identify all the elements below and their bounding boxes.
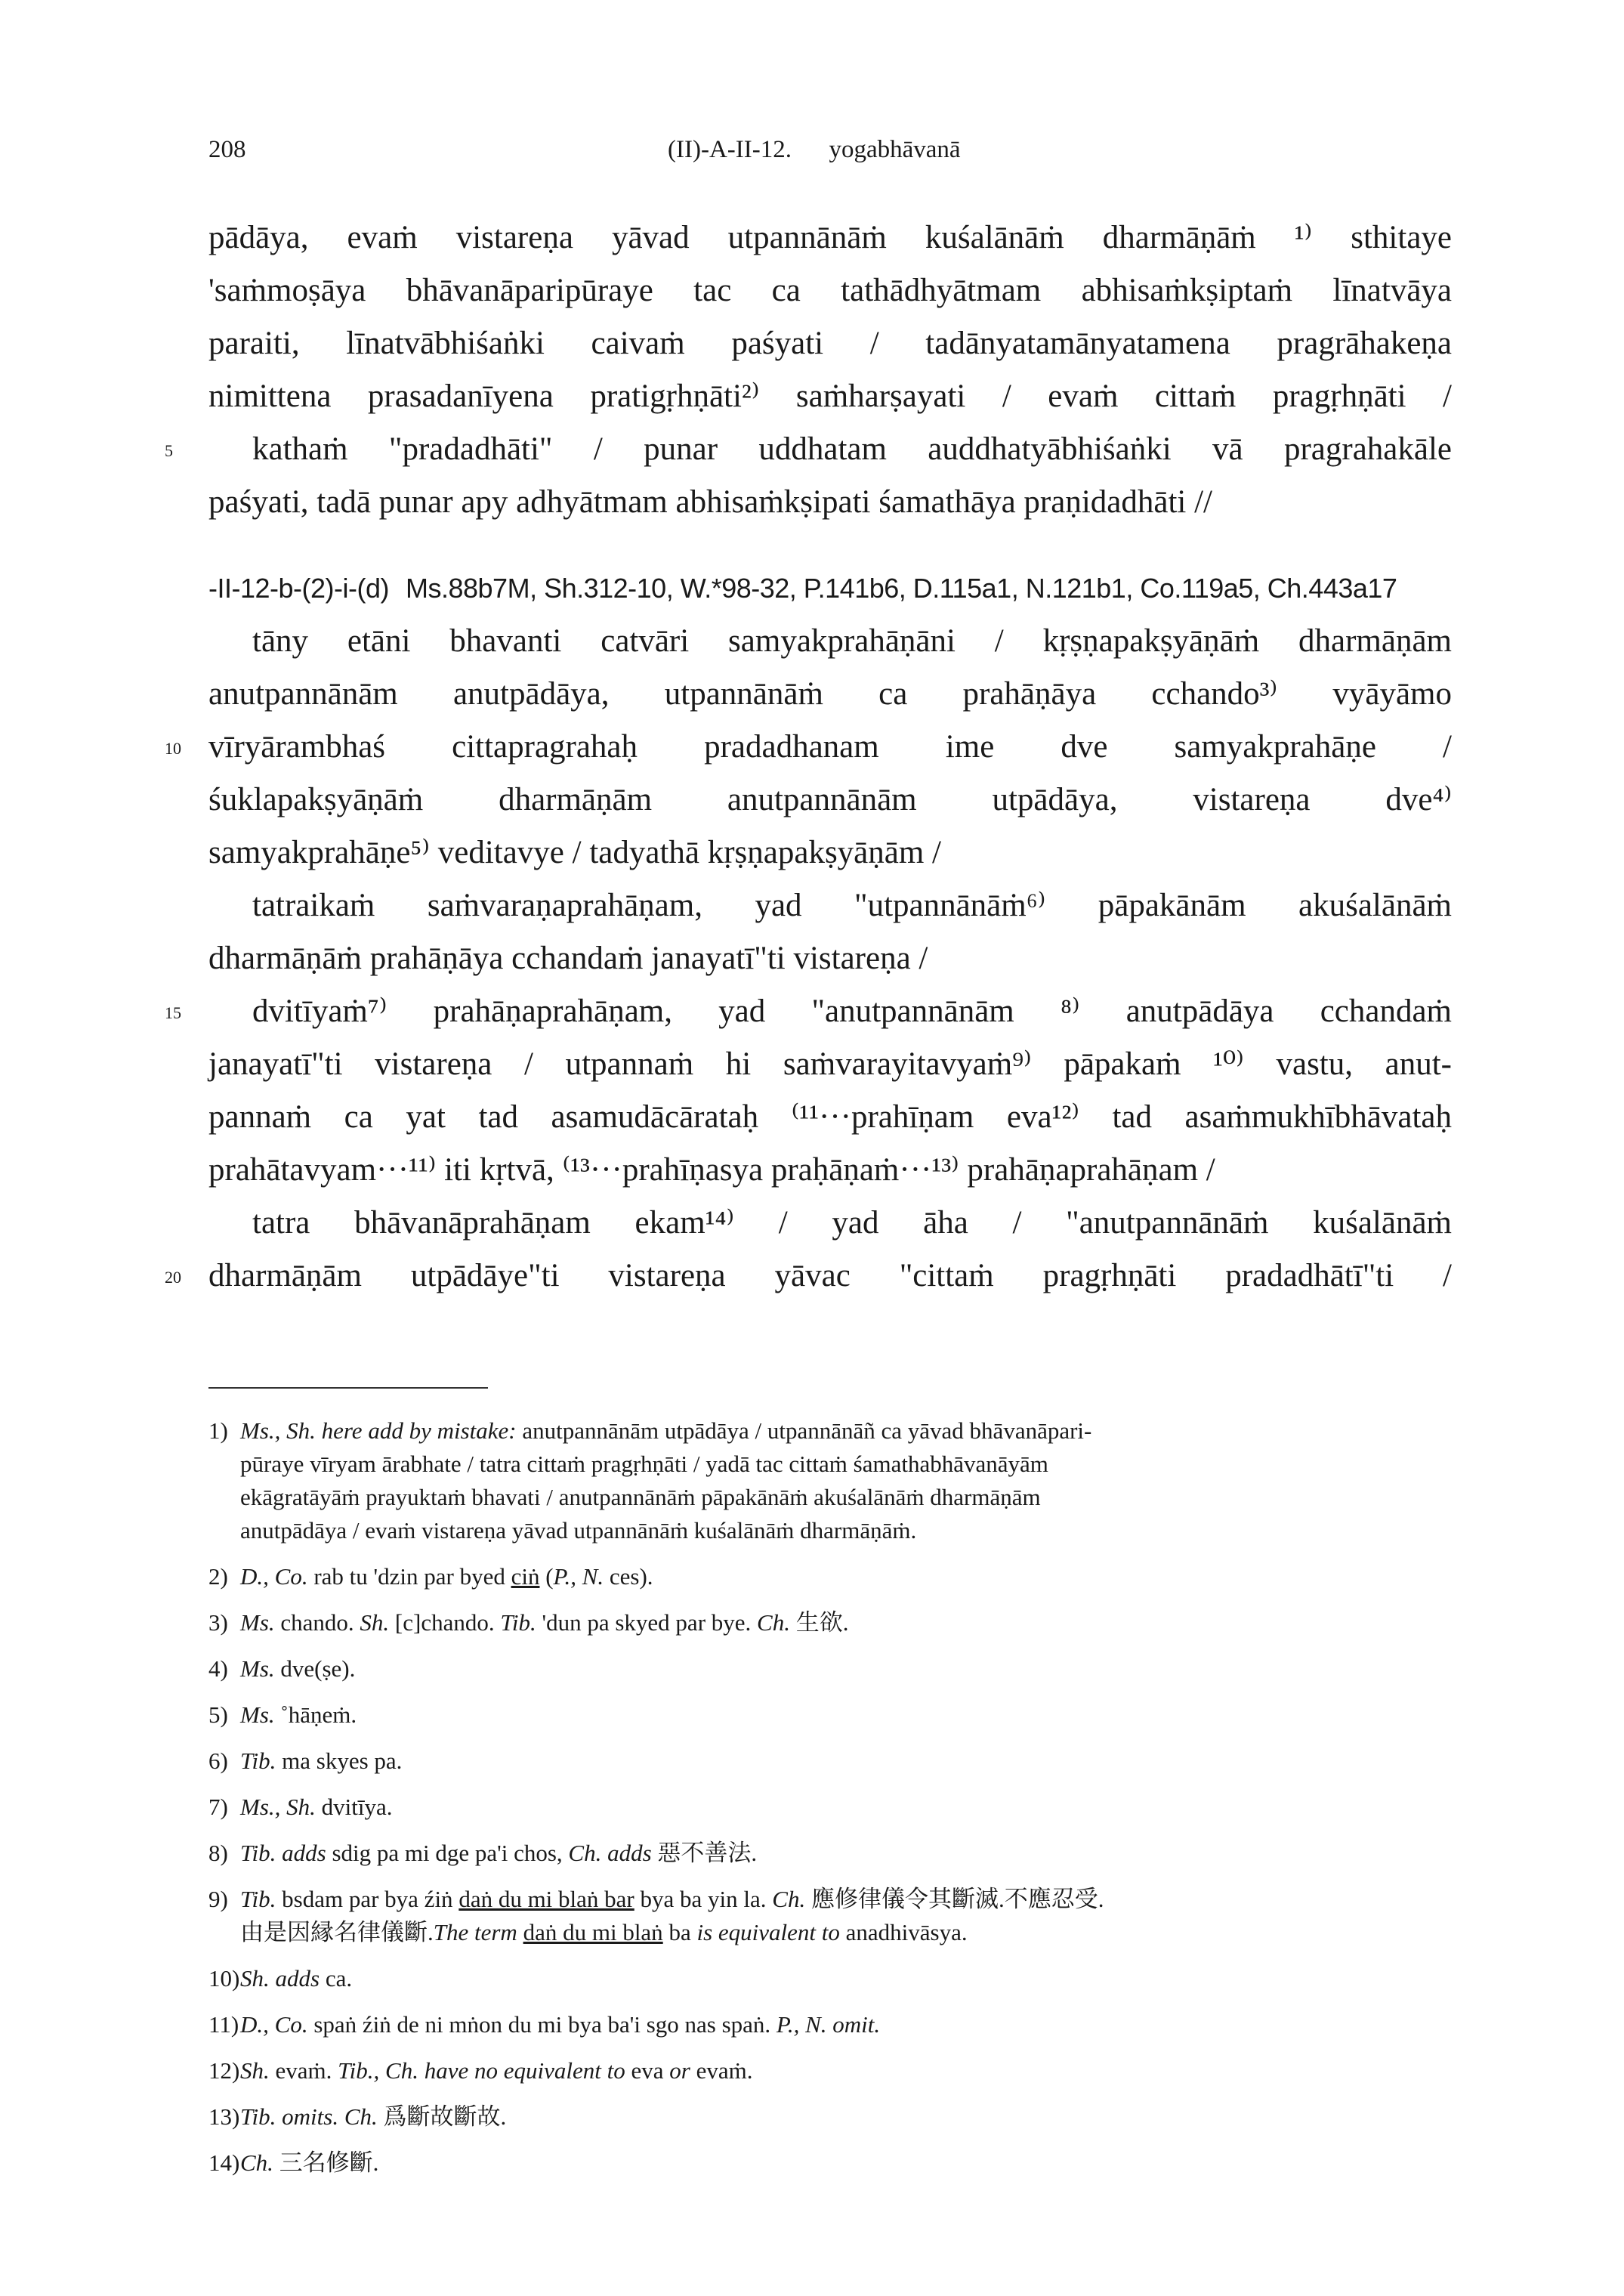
footnote-sigla: Tib. adds bbox=[240, 1840, 326, 1866]
text-line: pādāya, evaṁ vistareṇa yāvad utpannānāṁ kuśalānāṁ dharmāṇāṁ ¹⁾ sthitaye bbox=[208, 220, 1452, 255]
footnote-sigla: Sh. bbox=[360, 1609, 390, 1636]
footnote-number: 14) bbox=[208, 2149, 240, 2176]
text-line: samyakprahāṇe⁵⁾ veditavye / tadyathā kṛṣṇapakṣyāṇām / bbox=[208, 835, 941, 870]
footnote-text: anutpādāya / evaṁ vistareṇa yāvad utpannānāṁ kuśalānāṁ dharmāṇāṁ. bbox=[240, 1517, 917, 1544]
footnote-text: 生欲. bbox=[795, 1609, 849, 1636]
footnote-sigla: Sh. adds bbox=[240, 1965, 320, 1992]
text-line: anutpannānām anutpādāya, utpannānāṁ ca prahāṇāya cchando³⁾ vyāyāmo bbox=[208, 676, 1452, 712]
footnote-sigla: D., Co. bbox=[240, 2011, 308, 2038]
footnote-text: dve(ṣe). bbox=[280, 1655, 356, 1682]
footnote-sigla: D., Co. bbox=[240, 1563, 308, 1590]
line-number: 5 bbox=[165, 441, 173, 460]
footnote-number: 6) bbox=[208, 1747, 228, 1774]
text-line bbox=[165, 985, 1452, 1038]
footnote-sigla: Ch. adds bbox=[568, 1840, 652, 1866]
footnote-text: anutpannānām utpādāya / utpannānāñ ca yāvad bhāvanāpari- bbox=[522, 1417, 1092, 1444]
footnote-number: 8) bbox=[208, 1840, 228, 1866]
footnote-sigla: Sh. bbox=[240, 2057, 270, 2084]
footnote-sigla: Tib. bbox=[240, 1886, 276, 1912]
footnote-sigla: Ms. bbox=[240, 1655, 275, 1682]
text-line: nimittena prasadanīyena pratigṛhṇāti²⁾ saṁharṣayati / evaṁ cittaṁ pragṛhṇāti / bbox=[208, 379, 1452, 414]
text-line: paraiti, līnatvābhiśaṅki caivaṁ paśyati / tadānyatamānyatamena pragrāhakeṇa bbox=[208, 326, 1452, 361]
page-number: 208 bbox=[208, 136, 246, 163]
footnote-text: 'dun pa skyed par bye. bbox=[542, 1609, 752, 1636]
text-line-content: dharmāṇām utpādāye"ti vistareṇa yāvac "cittaṁ pragṛhṇāti pradadhātī"ti / bbox=[208, 1258, 1452, 1293]
footnote-text: 由是因縁名律儀斷. bbox=[240, 1919, 434, 1945]
footnote-text: [c]chando. bbox=[394, 1609, 495, 1636]
footnote-text: ekāgratāyāṁ prayuktaṁ bhavati / anutpannānāṁ pāpakānāṁ akuśalānāṁ dharmāṇām bbox=[240, 1484, 1041, 1510]
footnote-text: evaṁ. bbox=[696, 2057, 753, 2084]
footnote bbox=[208, 2100, 1462, 2134]
footnote-rule bbox=[208, 1387, 488, 1389]
footnote-text: ca. bbox=[325, 1965, 353, 1992]
footnote-underlined: daṅ du mi blaṅ bar bbox=[458, 1886, 634, 1912]
footnote-sigla: Ms., Sh. bbox=[240, 1794, 316, 1820]
footnote bbox=[208, 1560, 1462, 1593]
text-line-content: kathaṁ "pradadhāti" / punar uddhatam auddhatyābhiśaṅki vā pragrahakāle bbox=[252, 431, 1452, 467]
text-line: janayatī"ti vistareṇa / utpannaṁ hi saṁvarayitavyaṁ⁹⁾ pāpakaṁ ¹⁰⁾ vastu, anut- bbox=[208, 1046, 1452, 1082]
text-line: dharmāṇāṁ prahāṇāya cchandaṁ janayatī"ti vistareṇa / bbox=[208, 941, 928, 976]
footnote-sigla: P., N. bbox=[553, 1563, 604, 1590]
footnote-number: 10) bbox=[208, 1965, 240, 1992]
footnote-sigla: Tib. omits. Ch. bbox=[240, 2103, 378, 2130]
text-line bbox=[165, 423, 1452, 476]
footnote-sigla: Ch. bbox=[757, 1609, 790, 1636]
footnote-text: ba bbox=[668, 1919, 691, 1945]
footnote-text: 惡不善法. bbox=[657, 1840, 758, 1866]
footnote-sigla: Ms. bbox=[240, 1701, 275, 1728]
footnote-underlined: ciṅ bbox=[511, 1563, 540, 1590]
footnote-text: ˚hāṇeṁ. bbox=[280, 1701, 357, 1728]
section-id: -II-12-b-(2)-i-(d) bbox=[208, 573, 389, 604]
footnote-sigla: P., N. omit. bbox=[776, 2011, 881, 2038]
line-number: 20 bbox=[165, 1268, 181, 1287]
footnote-text: bya ba yin la. bbox=[640, 1886, 767, 1912]
footnote-sigla: Ms. bbox=[240, 1609, 275, 1636]
text-line: śuklapakṣyāṇāṁ dharmāṇām anutpannānām utpādāya, vistareṇa dve⁴⁾ bbox=[208, 782, 1452, 817]
footnote-number: 13) bbox=[208, 2103, 240, 2130]
footnote bbox=[208, 2054, 1462, 2087]
text-line: tatra bhāvanāprahāṇam ekam¹⁴⁾ / yad āha / "anutpannānāṁ kuśalānāṁ bbox=[252, 1205, 1452, 1241]
footnote-text: ( bbox=[545, 1563, 554, 1590]
footnote bbox=[208, 1698, 1462, 1732]
footnote bbox=[208, 1837, 1462, 1870]
footnote-sigla: The term bbox=[433, 1919, 517, 1945]
text-line-content: vīryārambhaś cittapragrahaḥ pradadhanam ime dve samyakprahāṇe / bbox=[208, 729, 1452, 765]
text-line: pannaṁ ca yat tad asamudācārataḥ ⁽¹¹···prahīṇam eva¹²⁾ tad asaṁmukhībhāvataḥ bbox=[208, 1099, 1452, 1135]
footnote-text: pūraye vīryam ārabhate / tatra cittaṁ pragṛhṇāti / yadā tac cittaṁ śamathabhāvanāyām bbox=[240, 1451, 1048, 1477]
footnote-text: evaṁ. bbox=[275, 2057, 332, 2084]
page-header bbox=[0, 136, 1624, 181]
footnote-sigla: Tib. bbox=[500, 1609, 536, 1636]
text-line bbox=[165, 721, 1452, 774]
footnote bbox=[208, 1962, 1462, 1995]
footnote-text: ma skyes pa. bbox=[282, 1747, 403, 1774]
text-line: prahātavyam···¹¹⁾ iti kṛtvā, ⁽¹³···prahīṇasya praḥāṇaṁ···¹³⁾ prahāṇaprahāṇam / bbox=[208, 1152, 1215, 1188]
footnote-number: 12) bbox=[208, 2057, 240, 2084]
footnote-number: 9) bbox=[208, 1886, 228, 1912]
footnote-sigla: Tib. bbox=[240, 1747, 276, 1774]
footnote-text: 爲斷故斷故. bbox=[383, 2103, 507, 2130]
footnote-text: ces). bbox=[609, 1563, 653, 1590]
text-line: 'saṁmoṣāya bhāvanāparipūraye tac ca tathādhyātmam abhisaṁkṣiptaṁ līnatvāya bbox=[208, 273, 1452, 308]
footnote-sigla: Tib., Ch. have no equivalent to bbox=[338, 2057, 625, 2084]
text-line: tatraikaṁ saṁvaraṇaprahāṇam, yad "utpannānāṁ⁶⁾ pāpakānām akuśalānāṁ bbox=[252, 888, 1452, 923]
footnote-sigla: Ch. bbox=[240, 2149, 273, 2176]
footnote bbox=[208, 1652, 1462, 1686]
footnote-number: 1) bbox=[208, 1417, 228, 1444]
footnotes bbox=[208, 1414, 1462, 2192]
footnote-text: spaṅ źiṅ de ni mṅon du mi bya ba'i sgo nas spaṅ. bbox=[313, 2011, 771, 2038]
text-line: tāny etāni bhavanti catvāri samyakprahāṇāni / kṛṣṇapakṣyāṇāṁ dharmāṇām bbox=[252, 623, 1452, 659]
text-line: paśyati, tadā punar apy adhyātmam abhisaṁkṣipati śamathāya praṇidadhāti // bbox=[208, 484, 1212, 520]
footnote-number: 4) bbox=[208, 1655, 228, 1682]
footnote-text: bsdam par bya źiṅ bbox=[282, 1886, 453, 1912]
footnote bbox=[208, 1883, 1462, 1949]
line-number: 15 bbox=[165, 1003, 181, 1022]
footnote-text: 三名修斷. bbox=[279, 2149, 379, 2176]
footnote-number: 5) bbox=[208, 1701, 228, 1728]
footnote bbox=[208, 1744, 1462, 1778]
footnote-underlined: daṅ du mi blaṅ bbox=[523, 1919, 663, 1945]
footnote-text: rab tu 'dzin par byed bbox=[313, 1563, 505, 1590]
footnote bbox=[208, 2008, 1462, 2041]
footnote-text: sdig pa mi dge pa'i chos, bbox=[332, 1840, 563, 1866]
footnote-sigla: is equivalent to bbox=[696, 1919, 840, 1945]
footnote-text: eva bbox=[631, 2057, 664, 2084]
footnote-number: 2) bbox=[208, 1563, 228, 1590]
text-line bbox=[165, 1250, 1452, 1303]
section-heading bbox=[208, 562, 1452, 615]
footnote-sigla: Ch. bbox=[772, 1886, 806, 1912]
footnote-text: anadhivāsya. bbox=[845, 1919, 968, 1945]
footnote-number: 7) bbox=[208, 1794, 228, 1820]
footnote-text: dvitīya. bbox=[321, 1794, 393, 1820]
main-text bbox=[165, 212, 1452, 1303]
text-line-content: dvitīyaṁ⁷⁾ prahāṇaprahāṇam, yad "anutpannānām ⁸⁾ anutpādāya cchandaṁ bbox=[252, 993, 1452, 1029]
footnote bbox=[208, 2146, 1462, 2180]
footnote bbox=[208, 1791, 1462, 1824]
footnote-continuation bbox=[208, 1916, 1462, 1949]
footnote-sigla: Ms., Sh. here add by mistake: bbox=[240, 1417, 517, 1444]
footnote bbox=[208, 1606, 1462, 1639]
footnote-text: 應修律儀令其斷滅.不應忍受. bbox=[810, 1886, 1104, 1912]
footnote-sigla: or bbox=[669, 2057, 690, 2084]
footnote-number: 3) bbox=[208, 1609, 228, 1636]
footnote-text: chando. bbox=[280, 1609, 354, 1636]
line-number: 10 bbox=[165, 739, 181, 758]
footnote-number: 11) bbox=[208, 2011, 239, 2038]
section-references: Ms.88b7M, Sh.312-10, W.*98-32, P.141b6, D.115a1, N.121b1, Co.119a5, Ch.443a17 bbox=[406, 573, 1397, 604]
running-head: (II)-A-II-12. yogabhāvanā bbox=[668, 136, 961, 163]
footnote bbox=[208, 1414, 1462, 1547]
